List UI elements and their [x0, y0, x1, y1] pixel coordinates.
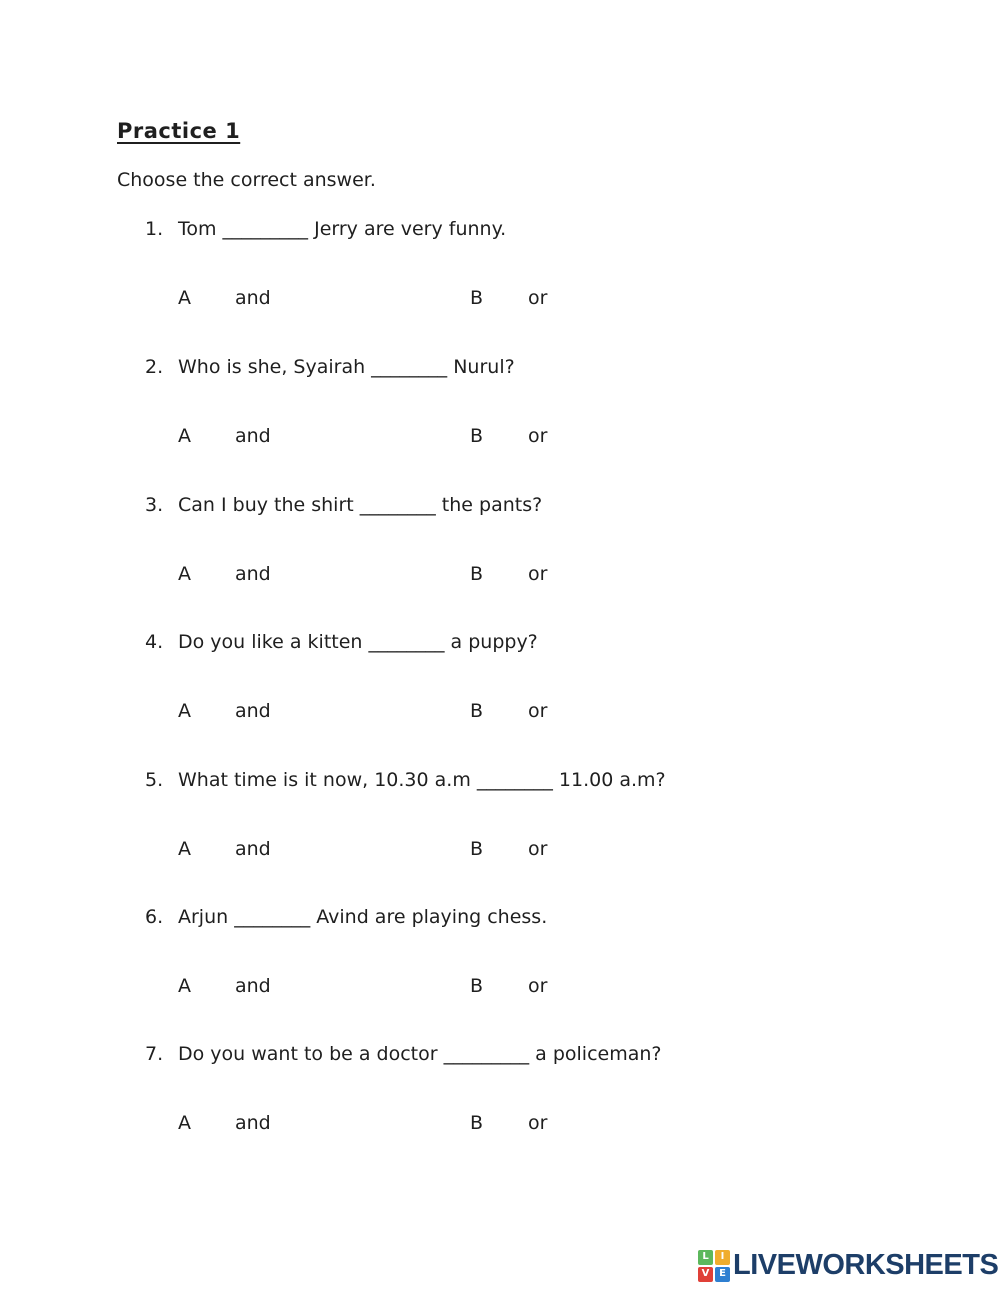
option-b[interactable]: [470, 424, 547, 449]
option-a[interactable]: [178, 424, 470, 449]
question-text: Tom _________ Jerry are very funny.: [178, 218, 507, 240]
question-line: [145, 905, 955, 930]
option-b-letter: B: [470, 975, 484, 997]
option-a-letter: A: [178, 838, 191, 860]
question-block: [145, 493, 955, 587]
question-text: Can I buy the shirt ________ the pants?: [178, 494, 543, 516]
option-b-text: or: [528, 700, 548, 722]
option-b-letter: B: [470, 563, 484, 585]
logo-square-i: I: [715, 1250, 730, 1265]
liveworksheets-brand-text: LIVEWORKSHEETS: [733, 1249, 999, 1281]
option-b-letter: B: [470, 425, 484, 447]
question-block: [145, 768, 955, 862]
question-number: 7.: [145, 1043, 164, 1065]
options-row: [178, 1111, 955, 1136]
logo-square-l: L: [698, 1250, 713, 1265]
logo-square-e: E: [715, 1267, 730, 1282]
option-a[interactable]: [178, 286, 470, 311]
question-number: 1.: [145, 218, 164, 240]
question-line: [145, 630, 955, 655]
logo-square-v: V: [698, 1267, 713, 1282]
option-b[interactable]: [470, 562, 547, 587]
question-line: [145, 217, 955, 242]
option-a[interactable]: [178, 974, 470, 999]
liveworksheets-logo-icon: [698, 1250, 730, 1282]
options-row: [178, 286, 955, 311]
option-a-text: and: [235, 1112, 271, 1134]
option-b-letter: B: [470, 700, 484, 722]
option-a-text: and: [235, 700, 271, 722]
question-block: [145, 355, 955, 449]
question-number: 5.: [145, 769, 164, 791]
options-row: [178, 974, 955, 999]
option-a-text: and: [235, 838, 271, 860]
option-a-letter: A: [178, 700, 191, 722]
option-b-letter: B: [470, 838, 484, 860]
option-b[interactable]: [470, 699, 547, 724]
options-row: [178, 562, 955, 587]
question-text: What time is it now, 10.30 a.m ________ 11.00 a.m?: [178, 769, 666, 791]
option-a-text: and: [235, 975, 271, 997]
question-line: [145, 493, 955, 518]
option-a-text: and: [235, 563, 271, 585]
option-b-text: or: [528, 425, 548, 447]
option-a[interactable]: [178, 1111, 470, 1136]
question-text: Who is she, Syairah ________ Nurul?: [178, 356, 515, 378]
question-block: [145, 1042, 955, 1136]
question-block: [145, 905, 955, 999]
instruction-text: Choose the correct answer.: [117, 169, 376, 191]
option-b-letter: B: [470, 1112, 484, 1134]
option-a-letter: A: [178, 975, 191, 997]
option-b-letter: B: [470, 287, 484, 309]
question-number: 6.: [145, 906, 164, 928]
question-text: Do you want to be a doctor _________ a policeman?: [178, 1043, 662, 1065]
question-block: [145, 217, 955, 311]
question-text: Do you like a kitten ________ a puppy?: [178, 631, 538, 653]
option-b-text: or: [528, 1112, 548, 1134]
option-a-letter: A: [178, 287, 191, 309]
option-a-letter: A: [178, 425, 191, 447]
liveworksheets-logo[interactable]: [698, 1249, 998, 1282]
options-row: [178, 699, 955, 724]
question-line: [145, 768, 955, 793]
option-b-text: or: [528, 563, 548, 585]
question-number: 4.: [145, 631, 164, 653]
question-number: 2.: [145, 356, 164, 378]
option-b-text: or: [528, 287, 548, 309]
question-line: [145, 355, 955, 380]
options-row: [178, 424, 955, 449]
question-number: 3.: [145, 494, 164, 516]
option-a-letter: A: [178, 563, 191, 585]
option-b-text: or: [528, 838, 548, 860]
option-a[interactable]: [178, 562, 470, 587]
option-a-text: and: [235, 425, 271, 447]
question-text: Arjun ________ Avind are playing chess.: [178, 906, 548, 928]
option-a[interactable]: [178, 837, 470, 862]
question-block: [145, 630, 955, 724]
option-a[interactable]: [178, 699, 470, 724]
options-row: [178, 837, 955, 862]
page-title: Practice 1: [117, 119, 241, 143]
option-b-text: or: [528, 975, 548, 997]
option-b[interactable]: [470, 1111, 547, 1136]
option-a-text: and: [235, 287, 271, 309]
option-a-letter: A: [178, 1112, 191, 1134]
option-b[interactable]: [470, 974, 547, 999]
option-b[interactable]: [470, 286, 547, 311]
question-line: [145, 1042, 955, 1067]
option-b[interactable]: [470, 837, 547, 862]
